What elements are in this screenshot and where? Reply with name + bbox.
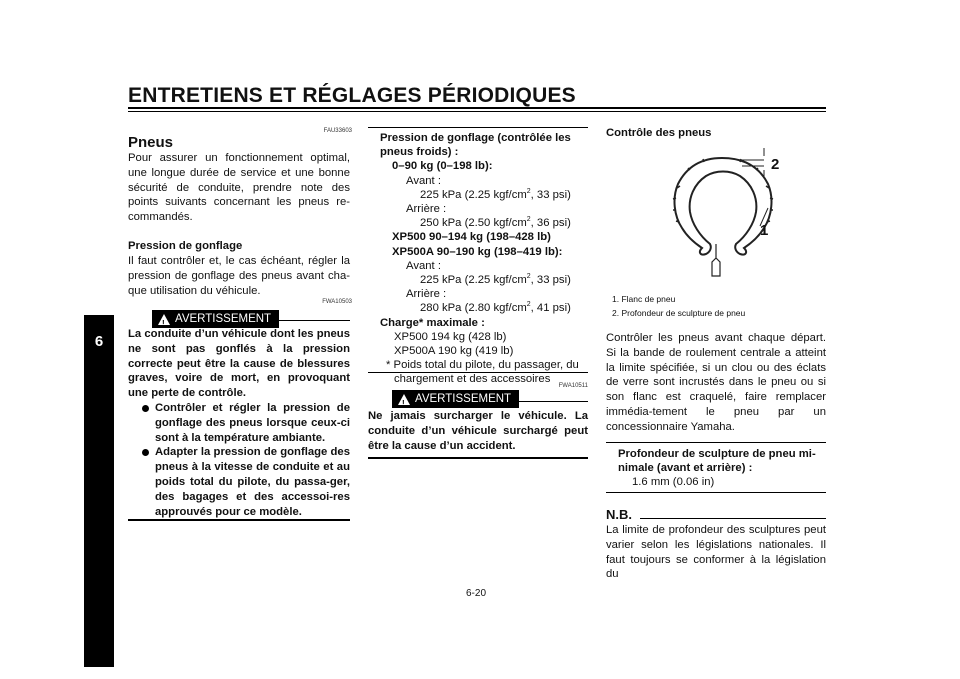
- caption-2: 2. Profondeur de sculpture de pneu: [612, 308, 746, 318]
- page-header-title: ENTRETIENS ET RÉGLAGES PÉRIODIQUES: [128, 84, 576, 107]
- callout-2: 2: [771, 156, 780, 173]
- overload-warning-text: Ne jamais surcharger le véhicule. La conduite d’un véhicule surchargé peut être la cause d’un accident.: [368, 410, 588, 452]
- front-pressure-1: 225 kPa (2.25 kgf/$cm^2$, 33 psi): [420, 188, 571, 201]
- tread-spec-title: Profondeur de sculpture de pneu mi-nimale (avant et arrière) :: [618, 448, 816, 475]
- tread-depth-spec-box: [606, 442, 826, 493]
- load-range-3: XP500A 90–190 kg (198–419 lb):: [392, 245, 563, 258]
- note-text: La limite de profondeur des sculptures peut varier selon les législations nationales. Il faut toujours se conformer à la législation du: [606, 524, 826, 581]
- valve-stem-icon: [712, 244, 720, 276]
- rear-pressure-2: 280 kPa (2.80 kgf/$cm^2$, 41 psi): [420, 301, 571, 315]
- header-rule: [128, 107, 826, 109]
- warning-label-2: AVERTISSEMENT: [415, 393, 512, 405]
- load-range-1: 0–90 kg (0–198 lb):: [392, 160, 493, 173]
- warning-ref-2: FWA10511: [558, 383, 588, 389]
- list-item: Contrôler et régler la pression de gonflage des pneus lorsque ceux-ci sont à la température ambiante.: [142, 401, 350, 445]
- tire-check-heading: Contrôle des pneus: [606, 127, 712, 139]
- tire-check-paragraph: Contrôler les pneus avant chaque départ. Si la bande de roulement centrale a atteint la limite spécifiée, si un clou ou des éclats de verre sont incrustés dans le pneu ou si son flanc est craquelé, faire remplacer immédia-tement le pneu par un concessionnaire Yamaha.: [606, 332, 826, 433]
- rear-label: Arrière :: [406, 203, 447, 216]
- spec-title: Pression de gonflage (contrôlée les pneus froids) :: [380, 132, 571, 159]
- tire-outline: [675, 158, 772, 255]
- footnote: * Poids total du pilote, du passager, du chargement et des accessoires: [386, 359, 579, 386]
- rear-label-2: Arrière :: [406, 288, 447, 301]
- section-heading: Pneus: [128, 134, 174, 151]
- bullet-icon: [142, 449, 149, 456]
- rear-pressure-1: 250 kPa (2.50 kgf/$cm^2$, 36 psi): [420, 216, 571, 230]
- warning-ref: FWA10503: [322, 299, 352, 305]
- warning-badge-2: [392, 390, 519, 408]
- warning-end-rule-2: [368, 457, 588, 459]
- warning-bullets: [142, 401, 350, 519]
- warning-text: La conduite d’un véhicule dont les pneus ne sont pas gonflés à la pression correcte peut être la cause de blessures graves, voire de mort, en provoquant une perte de contrôle.: [128, 328, 350, 400]
- max-load-1: XP500 194 kg (428 lb): [394, 330, 507, 343]
- warning-triangle-icon: [158, 314, 170, 325]
- figure-captions: [612, 292, 745, 320]
- warning-label: AVERTISSEMENT: [175, 313, 272, 325]
- warning-triangle-icon: [398, 394, 410, 405]
- callout-1: 1: [760, 222, 769, 239]
- front-label-2: Avant :: [406, 259, 441, 272]
- bullet-icon: [142, 405, 149, 412]
- warning-end-rule: [128, 519, 350, 521]
- note-label: N.B.: [606, 507, 632, 522]
- chapter-tab: 6: [84, 315, 114, 667]
- page-number: 6-20: [466, 588, 487, 599]
- intro-paragraph: Pour assurer un fonctionnement optimal, une longue durée de service et une bonne sécurité de conduite, prendre note des points suivants concernant les pneus re-commandés.: [128, 152, 350, 224]
- header-rule-thin: [128, 111, 826, 112]
- warning-rule: [272, 320, 350, 321]
- list-item: Adapter la pression de gonflage des pneus à la vitesse de conduite et au poids total du pilote, du passa-ger, des bagages et des accessoi-res approuvés pour ce modèle.: [142, 445, 350, 519]
- section-ref: FAU33603: [323, 128, 352, 134]
- max-load-2: XP500A 190 kg (419 lb): [394, 345, 514, 358]
- warning-badge: [152, 310, 279, 328]
- tread-spec-value: 1.6 mm (0.06 in): [632, 476, 715, 489]
- caption-1: 1. Flanc de pneu: [612, 294, 676, 304]
- subheading-pressure: Pression de gonflage: [128, 240, 243, 252]
- front-pressure-2: 225 kPa (2.25 kgf/$cm^2$, 33 psi): [420, 273, 571, 287]
- warning-rule-2: [512, 401, 588, 402]
- pressure-paragraph: Il faut contrôler et, le cas échéant, régler la pression de gonflage des pneus avant cha-que utilisation du véhicule.: [128, 255, 350, 297]
- note-rule: [640, 518, 826, 519]
- tread-marks: [673, 159, 773, 222]
- load-range-2: XP500 90–194 kg (198–428 lb): [392, 231, 551, 244]
- max-load-title: Charge* maximale :: [380, 316, 485, 329]
- front-label: Avant :: [406, 174, 441, 187]
